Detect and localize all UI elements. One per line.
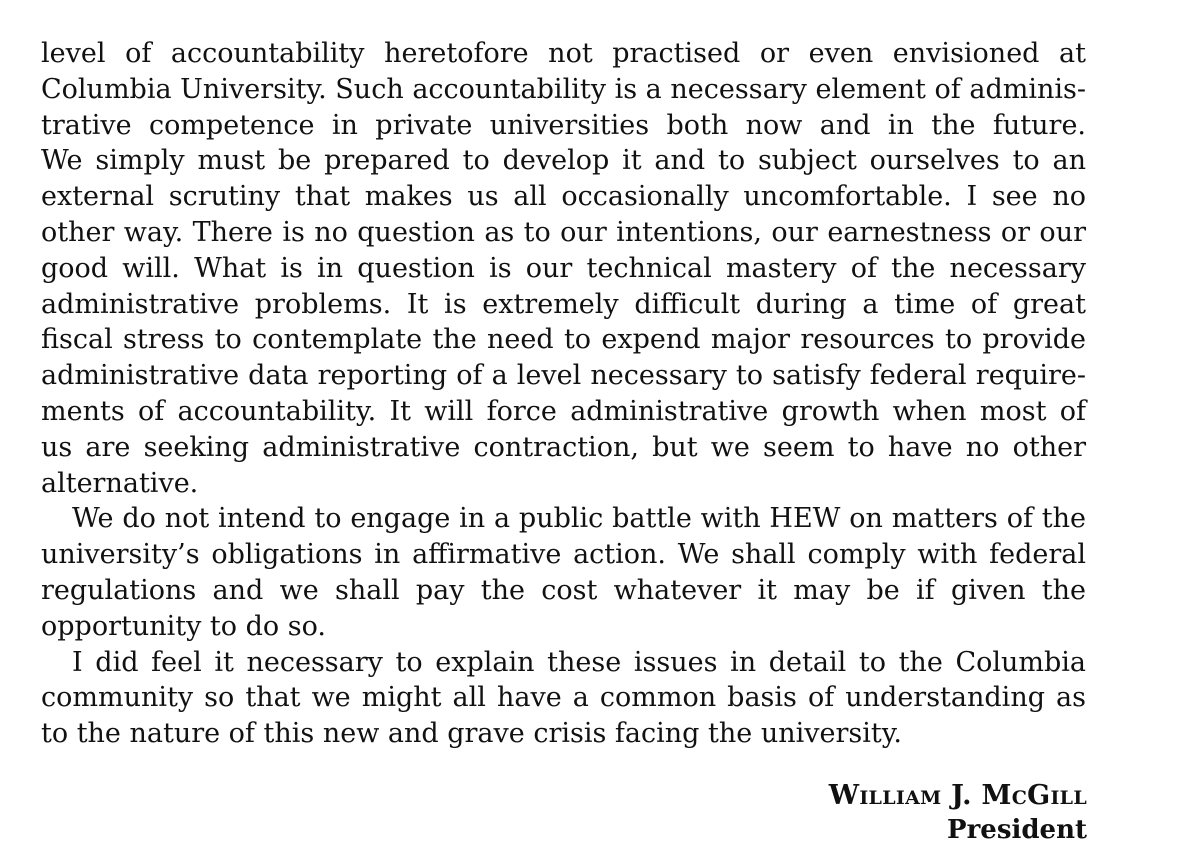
text-line: administrative data reporting of a level necessary to satisfy federal require- — [41, 360, 1086, 392]
paragraph-hew — [41, 501, 1086, 644]
text-line: to the nature of this new and grave crisis facing the university. — [41, 718, 902, 750]
text-line: fiscal stress to contemplate the need to expend major resources to provide — [41, 324, 1086, 356]
text-line: ments of accountability. It will force administrative growth when most of — [41, 395, 1086, 427]
signatory-title: President — [947, 815, 1087, 845]
text-line: Columbia University. Such accountability is a necessary element of adminis- — [41, 73, 1086, 105]
text-line: university’s obligations in affirmative action. We shall comply with federal — [41, 539, 1086, 571]
text-line: We do not intend to engage in a public battle with HEW on matters of the — [72, 503, 1086, 535]
text-line: us are seeking administrative contraction, but we seem to have no other — [41, 431, 1086, 463]
text-line: other way. There is no question as to our intentions, our earnestness or our — [41, 216, 1086, 248]
paragraph-conclusion — [41, 645, 1086, 752]
text-line: community so that we might all have a common basis of understanding as — [41, 682, 1086, 714]
text-line: regulations and we shall pay the cost whatever it may be if given the — [41, 574, 1086, 606]
text-line: trative competence in private universities both now and in the future. — [41, 109, 1086, 141]
text-line: external scrutiny that makes us all occasionally uncomfortable. I see no — [41, 181, 1086, 213]
letter-body — [41, 36, 1086, 752]
signatory-name: William J. McGill — [828, 780, 1087, 811]
text-line: alternative. — [41, 467, 199, 499]
text-line: level of accountability heretofore not practised or even envisioned at — [41, 38, 1086, 69]
text-line: I did feel it necessary to explain these issues in detail to the Columbia — [72, 646, 1086, 678]
paragraph-accountability — [41, 36, 1086, 501]
text-line: administrative problems. It is extremely difficult during a time of great — [41, 288, 1086, 320]
text-line: good will. What is in question is our technical mastery of the necessary — [41, 252, 1086, 284]
text-line: We simply must be prepared to develop it and to subject ourselves to an — [41, 145, 1086, 177]
text-line: opportunity to do so. — [41, 610, 326, 642]
signature-block — [829, 779, 1087, 847]
